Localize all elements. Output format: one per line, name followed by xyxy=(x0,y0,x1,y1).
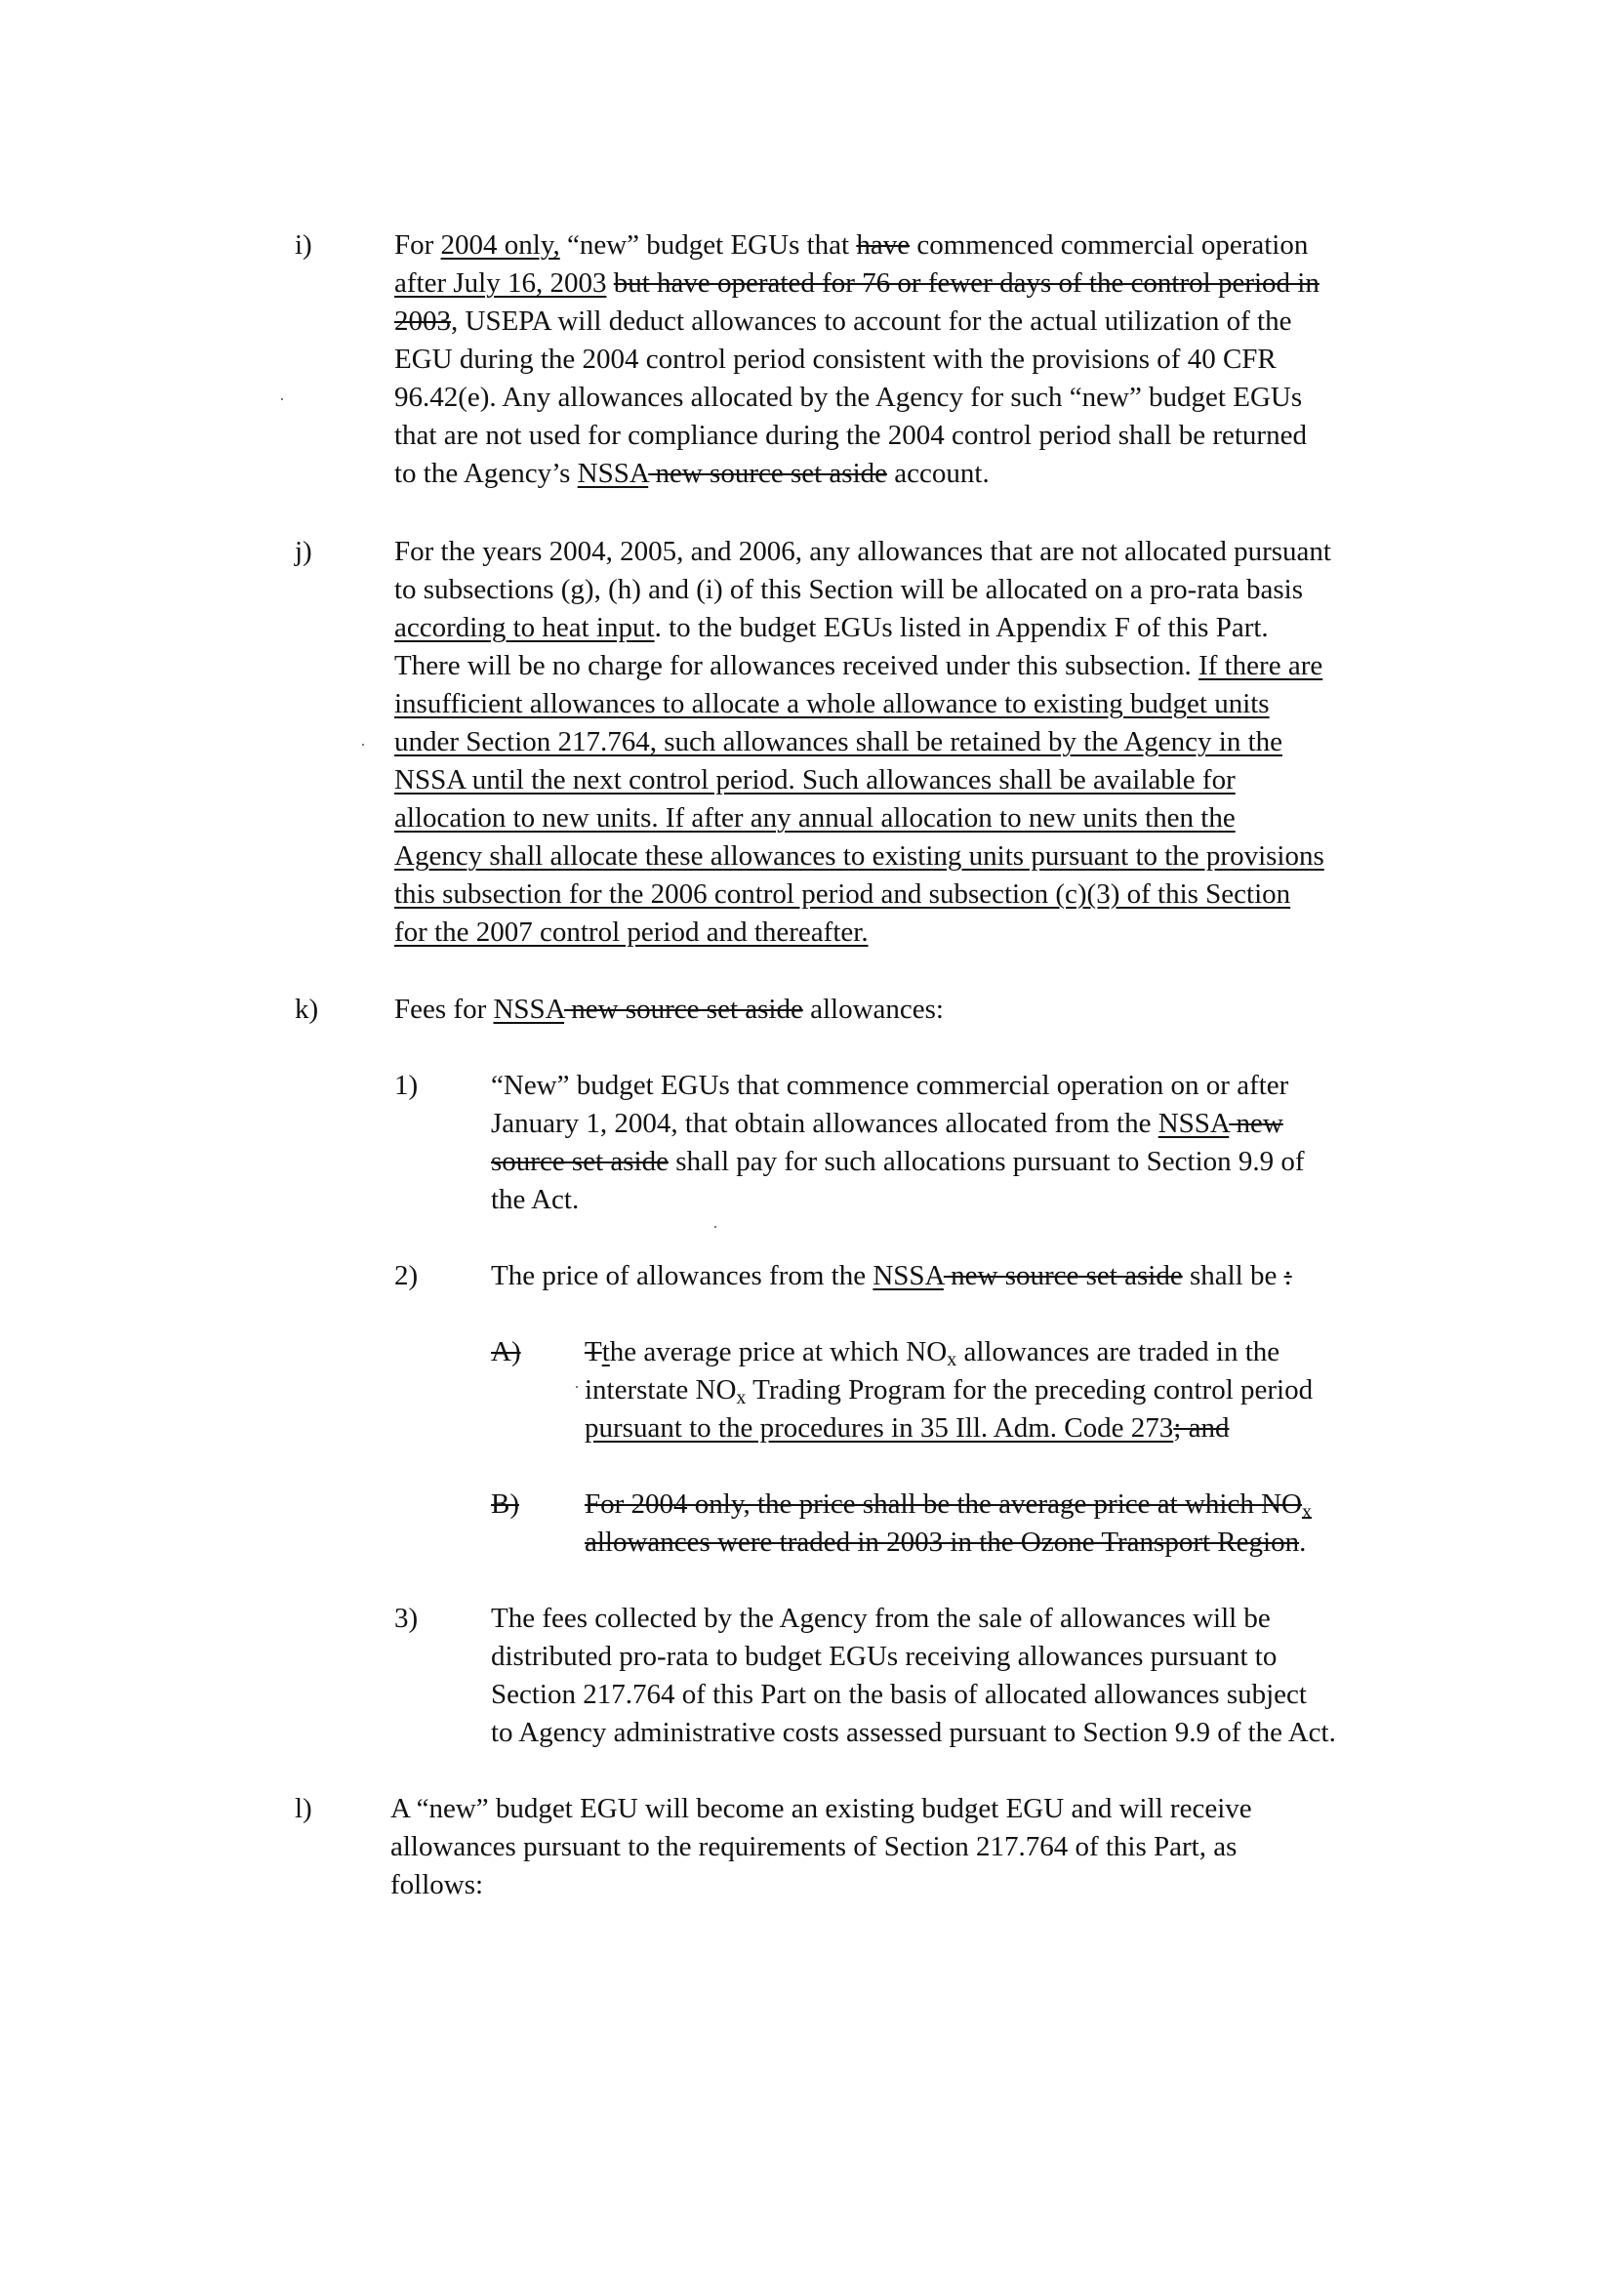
inserted-text: NSSA xyxy=(577,458,649,489)
text: The price of allowances from the xyxy=(491,1260,873,1291)
text-line xyxy=(394,265,1320,303)
text: , USEPA will deduct allowances to account for the actual utilization of the xyxy=(451,306,1292,337)
text-line xyxy=(585,1333,1279,1371)
text-line xyxy=(491,1257,1292,1295)
inserted-text: pursuant to the procedures in 35 Ill. Adm. Code 273 xyxy=(585,1412,1174,1444)
text: allowances are traded in the xyxy=(956,1336,1280,1367)
text: shall be xyxy=(1182,1260,1284,1291)
text: Fees for xyxy=(394,994,494,1025)
item-marker: j) xyxy=(295,536,312,567)
subscript: x xyxy=(736,1387,747,1408)
inserted-text: NSSA xyxy=(873,1260,944,1291)
text-line xyxy=(491,1143,1305,1181)
item-marker: B) xyxy=(491,1488,519,1520)
text-line: the Act. xyxy=(491,1184,580,1215)
text-line xyxy=(585,1371,1313,1409)
text xyxy=(606,267,613,299)
text-line: “New” budget EGUs that commence commercial operation on or after xyxy=(491,1070,1289,1101)
inserted-text: according to heat input xyxy=(394,612,655,643)
text-line xyxy=(394,226,1308,265)
deleted-text-line xyxy=(585,1486,1312,1524)
text-line: The fees collected by the Agency from the sale of allowances will be xyxy=(491,1603,1271,1634)
text-line: follows: xyxy=(390,1869,484,1900)
text: . xyxy=(1299,1527,1307,1558)
text: commenced commercial operation xyxy=(910,229,1309,261)
deleted-text: : xyxy=(1283,1260,1292,1291)
text-line: to Agency administrative costs assessed pursuant to Section 9.9 of the Act. xyxy=(491,1717,1336,1748)
text-line xyxy=(394,303,1291,341)
inserted-text-line: under Section 217.764, such allowances shall be retained by the Agency in the xyxy=(394,726,1283,757)
item-marker: l) xyxy=(295,1793,312,1824)
item-marker: 2) xyxy=(394,1260,419,1291)
inserted-text-line: for the 2007 control period and thereafter. xyxy=(394,917,869,948)
item-marker: 1) xyxy=(394,1070,419,1101)
text: to the Agency’s xyxy=(394,458,578,489)
text-line xyxy=(585,1409,1229,1447)
inserted-text: t xyxy=(601,1336,610,1367)
item-marker: k) xyxy=(295,994,319,1025)
text: There will be no charge for allowances received under this subsection. xyxy=(394,650,1199,681)
text-line: 96.42(e). Any allowances allocated by the Agency for such “new” budget EGUs xyxy=(394,382,1303,413)
text-line: that are not used for compliance during the 2004 control period shall be returned xyxy=(394,420,1307,451)
inserted-text: after July 16, 2003 xyxy=(394,267,607,299)
inserted-text: NSSA xyxy=(493,994,565,1025)
text: interstate NO xyxy=(585,1374,737,1406)
subscript: x xyxy=(947,1349,957,1370)
scan-speck xyxy=(281,398,283,400)
text: January 1, 2004, that obtain allowances allocated from the xyxy=(491,1108,1158,1139)
deleted-text: allowances were traded in 2003 in the Ozone Transport Region xyxy=(585,1527,1300,1558)
inserted-text-line: allocation to new units. If after any annual allocation to new units then the xyxy=(394,802,1236,834)
text-line: A “new” budget EGU will become an existing budget EGU and will receive xyxy=(390,1793,1252,1824)
text-line: distributed pro-rata to budget EGUs receiving allowances pursuant to xyxy=(491,1641,1278,1672)
text: “new” budget EGUs that xyxy=(559,229,857,261)
text-line: EGU during the 2004 control period consistent with the provisions of 40 CFR xyxy=(394,344,1277,375)
inserted-text: 2004 only, xyxy=(440,229,560,261)
item-marker: i) xyxy=(295,229,312,261)
subscript: x xyxy=(1301,1501,1312,1523)
deleted-text: ; and xyxy=(1173,1412,1230,1444)
deleted-text: new source set aside xyxy=(648,458,888,489)
text-line: to subsections (g), (h) and (i) of this Section will be allocated on a pro-rata basis xyxy=(394,574,1303,605)
inserted-text-line: NSSA until the next control period. Such allowances shall be available for xyxy=(394,764,1236,795)
text: account. xyxy=(887,458,990,489)
item-marker: A) xyxy=(491,1336,521,1367)
text-line xyxy=(394,647,1322,685)
text-line: Section 217.764 of this Part on the basis of allocated allowances subject xyxy=(491,1679,1307,1710)
text: Trading Program for the preceding control period xyxy=(746,1374,1314,1406)
deleted-text: new xyxy=(1229,1108,1283,1139)
scan-speck xyxy=(714,1226,716,1228)
item-marker: 3) xyxy=(394,1603,419,1634)
text-line xyxy=(585,1524,1306,1562)
inserted-text-line: this subsection for the 2006 control period and subsection (c)(3) of this Section xyxy=(394,878,1291,910)
text-line: For the years 2004, 2005, and 2006, any allowances that are not allocated pursuant xyxy=(394,536,1331,567)
text-line xyxy=(491,1105,1283,1143)
text: he average price at which NO xyxy=(609,1336,948,1367)
scan-speck xyxy=(362,744,364,746)
deleted-text: new source set aside xyxy=(564,994,803,1025)
deleted-text: have xyxy=(856,229,911,261)
scan-speck xyxy=(576,1386,578,1388)
text: allowances: xyxy=(802,994,944,1025)
text: For xyxy=(394,229,441,261)
deleted-text: For 2004 only, the price shall be the average price at which NO xyxy=(585,1488,1302,1520)
text: shall pay for such allocations pursuant to Section 9.9 of xyxy=(669,1146,1305,1177)
text: . to the budget EGUs listed in Appendix F of this Part. xyxy=(654,612,1269,643)
text-line xyxy=(394,991,944,1029)
deleted-text: T xyxy=(585,1336,602,1367)
inserted-text: If there are xyxy=(1198,650,1323,681)
inserted-text: NSSA xyxy=(1157,1108,1230,1139)
inserted-text-line: insufficient allowances to allocate a whole allowance to existing budget units xyxy=(394,688,1270,719)
deleted-text: source set aside xyxy=(491,1146,669,1177)
deleted-text: but have operated for 76 or fewer days of the control period in xyxy=(613,267,1320,299)
text-line xyxy=(394,609,1269,647)
inserted-text-line: Agency shall allocate these allowances to existing units pursuant to the provisions xyxy=(394,840,1324,872)
deleted-text: 2003 xyxy=(394,306,451,337)
text-line: allowances pursuant to the requirements of Section 217.764 of this Part, as xyxy=(390,1831,1238,1862)
text-line xyxy=(394,455,990,493)
deleted-text: new source set aside xyxy=(943,1260,1183,1291)
